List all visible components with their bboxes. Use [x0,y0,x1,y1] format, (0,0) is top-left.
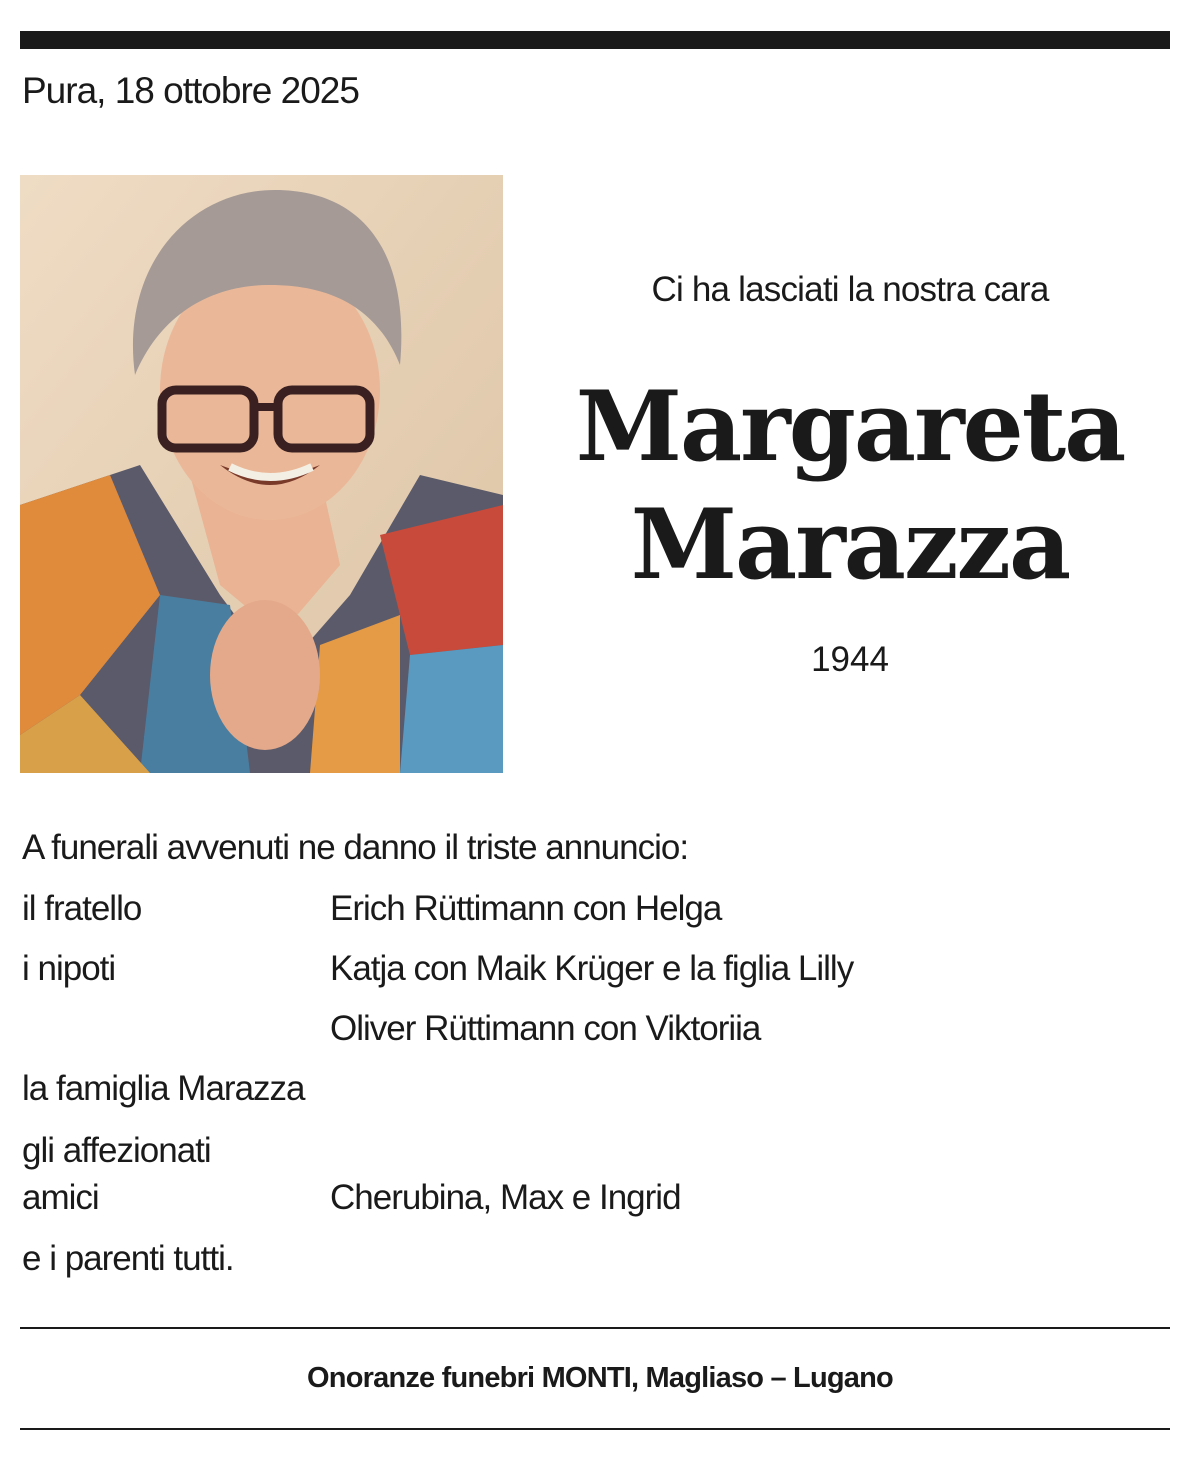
mourner-relation: il fratello [22,889,142,928]
mourner-relation: la famiglia Marazza [22,1069,305,1108]
mourner-relation: amici [22,1178,99,1217]
birth-year: 1944 [811,640,889,679]
announcement: A funerali avvenuti ne danno il triste annuncio: [22,828,689,867]
place-date: Pura, 18 ottobre 2025 [22,70,359,111]
first-name: Margareta [575,370,1125,483]
mourner-relation: gli affezionati [22,1131,211,1170]
last-name: Marazza [630,488,1070,601]
portrait-photo [20,175,503,773]
deceased-name [520,368,1180,604]
funeral-home: Onoranze funebri MONTI, Magliaso – Lugano [307,1362,893,1394]
mourner-names: Cherubina, Max e Ingrid [330,1178,681,1217]
divider [20,1327,1170,1329]
mourner-relation: i nipoti [22,949,116,988]
divider [20,1428,1170,1430]
mourner-names: Oliver Rüttimann con Viktoriia [330,1009,761,1048]
mourner-relation: e i parenti tutti. [22,1239,234,1278]
mourner-names: Erich Rüttimann con Helga [330,889,722,928]
top-rule [20,31,1170,49]
intro-text: Ci ha lasciati la nostra cara [651,270,1049,309]
mourner-names: Katja con Maik Krüger e la figlia Lilly [330,949,854,988]
